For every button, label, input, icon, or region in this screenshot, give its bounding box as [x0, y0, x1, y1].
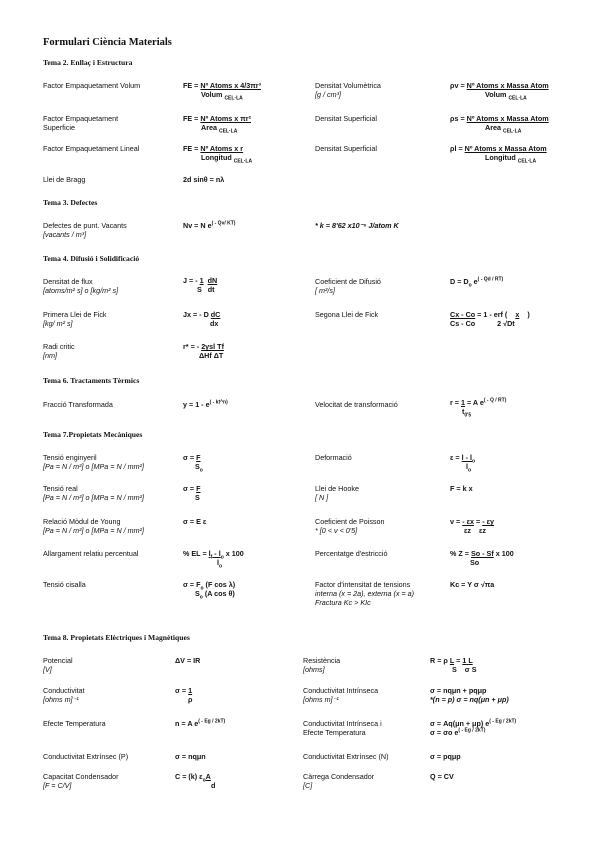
label-potencial: Potencial [V]	[43, 656, 73, 674]
label-capacitat-condensador: Capacitat Condensador [F = C/V]	[43, 772, 119, 790]
label-tensio-enginyeril: Tensió enginyeril [Pa = N / m²] o [MPa = N / mm²]	[43, 453, 145, 471]
formula-velocitat-transformacio: r = 1 = A $e^{( - Q / RT)}$ $t_{0'5}$	[450, 397, 507, 419]
formula-factor-volum: FE = Nº Atoms x 4/3πr³ Volum $_{CEL\cdot LA}$	[183, 81, 261, 102]
label-conductivitat-extrinsec-p: Conductivitat Extrínsec (P)	[43, 752, 129, 761]
formula-llei-hooke: F = k x	[450, 484, 473, 493]
label-conductivitat-intrinseca-temperatura: Conductivitat Intrínseca i Efecte Temperatura	[303, 719, 382, 737]
label-llei-bragg: Llei de Bragg	[43, 175, 86, 184]
label-densitat-superficial: Densitat Superficial	[315, 114, 377, 123]
label-factor-volum: Factor Empaquetament Volum	[43, 81, 141, 90]
section-heading-electriques: Tema 8. Propietats Elèctriques i Magnètiques	[43, 633, 190, 642]
formula-densitat-volumetrica: ρv = Nº Atoms x Massa Atom Volum $_{CEL\cdot LA}$	[450, 81, 549, 102]
label-densitat-volumetrica: Densitat Volumètrica [g / cm³]	[315, 81, 381, 99]
note-boltzmann: * k = 8'62 x10⁻⁵ J/atom K	[315, 221, 399, 230]
formula-deformacio: $\varepsilon = l - l_o$ $l_o$	[450, 453, 476, 474]
label-factor-lineal: Factor Empaquetament Lineal	[43, 144, 140, 153]
formula-factor-lineal: FE = Nº Atoms x r Longitud $_{CEL\cdot LA}$	[183, 144, 253, 165]
label-fraccio-transformada: Fracció Transformada	[43, 400, 113, 409]
formula-densitat-superficial: ρs = Nº Atoms x Massa Atom Area $_{CEL\cdot LA}$	[450, 114, 549, 135]
label-carrega-condensador: Càrrega Condensador [C]	[303, 772, 375, 790]
formula-densitat-lineal: ρl = Nº Atoms x Massa Atom Longitud $_{CEL\cdot LA}$	[450, 144, 547, 165]
formula-conductivitat-intrinseca: σ = nqμn + pqμp *(n = p) σ = nq(μn + μp)	[430, 686, 509, 704]
formula-conductivitat-extrinsec-n: σ = pqμp	[430, 752, 461, 761]
label-conductivitat-extrinsec-n: Conductivitat Extrínsec (N)	[303, 752, 389, 761]
formula-radi-critic: r* = - 2γsl Tf ΔHf ΔT	[183, 342, 224, 360]
formula-potencial: ΔV = IR	[175, 656, 201, 665]
formula-vacants: Nv = N $e^{( - Qv/ KT)}$	[183, 220, 236, 230]
formula-conductivitat: σ = 1 ρ	[175, 686, 193, 704]
formula-segona-llei-fick: Cx - Co = 1 - erf ( x ) Cs - Co 2 √Dt	[450, 310, 530, 328]
label-coeficient-poisson: Coeficient de Poisson * [0 < ν < 0'5]	[315, 517, 385, 535]
section-heading-tractaments: Tema 6. Tractaments Tèrmics	[43, 376, 140, 385]
formula-factor-intensitat: Kc = Y σ √πa	[450, 580, 495, 589]
label-factor-intensitat: Factor d'intensitat de tensions interna (x = 2a), externa (x = a) Fractura Kc > KIc	[315, 580, 415, 607]
label-estriccio: Percentatge d'estricció	[315, 549, 388, 558]
label-tensio-cisalla: Tensió cisalla	[43, 580, 86, 589]
label-densitat-flux: Densitat de flux [atoms/m² s] o [kg/m² s]	[43, 277, 119, 295]
formula-fraccio-transformada: $y = 1 - e^{( - kt\^{}n)}$	[183, 399, 228, 409]
label-resistencia: Resistència [ohms]	[303, 656, 341, 674]
formula-coeficient-poisson: ν = - εx = - εy εz εz	[450, 517, 495, 535]
label-segona-llei-fick: Segona Llei de Fick	[315, 310, 379, 319]
formula-estriccio: % Z = So - Sf x 100 So	[450, 549, 514, 567]
label-modul-young: Relació Mòdul de Young [Pa = N / m²] o [MPa = N / mm²]	[43, 517, 145, 535]
formula-coeficient-difusio: $D = D_o$ $e^{( - Qd / RT)}$	[450, 276, 504, 289]
formula-primera-llei-fick: Jx = - D dC dx	[183, 310, 221, 328]
section-heading-difusio: Tema 4. Difusió i Solidificació	[43, 254, 140, 263]
formula-resistencia: R = ρ L = 1 L S σ S	[430, 656, 477, 674]
formula-modul-young: σ = E ε	[183, 517, 207, 526]
label-deformacio: Deformació	[315, 453, 352, 462]
label-densitat-lineal: Densitat Superficial	[315, 144, 377, 153]
formula-tensio-enginyeril: σ = F $S_o$	[183, 453, 203, 474]
label-vacants: Defectes de punt. Vacants [vacants / m³]	[43, 221, 127, 239]
label-primera-llei-fick: Primera Llei de Fick [kg/ m² s]	[43, 310, 107, 328]
formula-llei-bragg: 2d sinθ = nλ	[183, 175, 225, 184]
section-heading-enllac: Tema 2. Enllaç i Estructura	[43, 58, 133, 67]
formula-conductivitat-extrinsec-p: σ = nqμn	[175, 752, 206, 761]
label-conductivitat-intrinseca: Conductivitat Intrínseca [ohms m]⁻¹	[303, 686, 379, 704]
formula-capacitat-condensador: C = (k) $\varepsilon_oA$ d	[175, 772, 216, 790]
formula-carrega-condensador: Q = CV	[430, 772, 454, 781]
formula-conductivitat-intrinseca-temperatura: σ = Aq(μn + μp) $e^{( - Eg / 2kT)}$ σ = σo $e^{( - Eg / 2kT)}$	[430, 718, 517, 737]
section-heading-mecaniques: Tema 7.Propietats Mecàniques	[43, 430, 143, 439]
formula-densitat-flux: J = - 1 dN S dt	[183, 276, 218, 294]
label-coeficient-difusio: Coeficient de Difusió [ m²/s]	[315, 277, 381, 295]
formula-tensio-real: σ = F S	[183, 484, 201, 502]
formula-factor-superficie: FE = Nº Atoms x πr² Area $_{CEL\cdot LA}$	[183, 114, 251, 135]
page-title: Formulari Ciència Materials	[43, 37, 172, 48]
section-heading-defectes: Tema 3. Defectes	[43, 198, 98, 207]
label-conductivitat: Conductivitat [ohms m]⁻¹	[43, 686, 85, 704]
label-tensio-real: Tensió real [Pa = N / m²] o [MPa = N / mm²]	[43, 484, 145, 502]
formula-tensio-cisalla: $\sigma = F_o$ (F cos λ) $S_o$ (A cos θ)	[183, 580, 236, 601]
label-allargament: Allargament relatiu percentual	[43, 549, 139, 558]
formula-efecte-temperatura: n = A $e^{( - Eg / 2kT)}$	[175, 718, 226, 728]
formula-allargament: % EL = $l_f - l_o$ x 100 $l_o$	[183, 549, 244, 570]
label-factor-superficie: Factor Empaquetament Superficie	[43, 114, 119, 132]
label-efecte-temperatura: Efecte Temperatura	[43, 719, 106, 728]
label-velocitat-transformacio: Velocitat de transformació	[315, 400, 398, 409]
label-radi-critic: Radi critic [nm]	[43, 342, 75, 360]
label-llei-hooke: Llei de Hooke [ N ]	[315, 484, 359, 502]
